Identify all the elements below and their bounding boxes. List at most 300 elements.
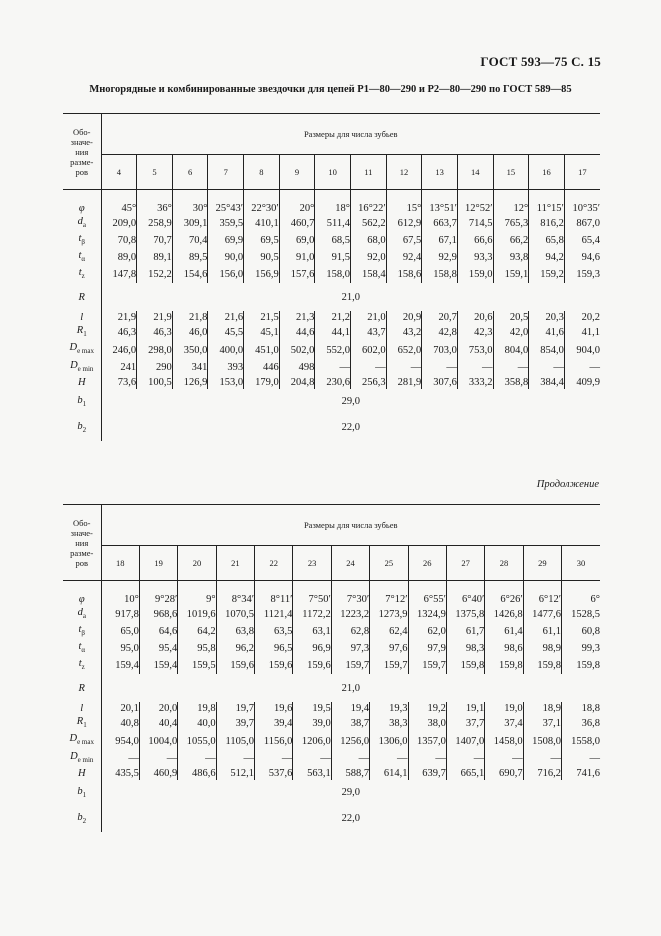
da-value: 1426,8 <box>485 606 523 623</box>
l-value: 19,6 <box>255 702 293 715</box>
h-value: 588,7 <box>331 767 369 780</box>
da-value: 714,5 <box>457 215 493 232</box>
ta-value: 94,6 <box>564 249 600 266</box>
teeth-count: 4 <box>101 155 137 190</box>
da-symbol: $d_a$ <box>63 606 101 623</box>
de-min-value: — <box>350 359 386 376</box>
tz-value: 154,6 <box>172 266 208 283</box>
teeth-count: 15 <box>493 155 529 190</box>
r1-value: 41,1 <box>564 324 600 341</box>
l-value: 19,5 <box>293 702 331 715</box>
da-value: 663,7 <box>422 215 458 232</box>
r1-value: 39,4 <box>255 715 293 732</box>
l-value: 20,1 <box>120 703 139 715</box>
h-value: 639,7 <box>408 767 446 780</box>
phi-value: 22°30′ <box>244 202 280 215</box>
de-min-value: 241 <box>120 361 137 373</box>
tb-value: 69,9 <box>208 232 244 249</box>
tz-value: 159,7 <box>331 657 369 674</box>
l-value: 20,3 <box>529 311 565 324</box>
teeth-count: 8 <box>244 155 280 190</box>
da-value: 1223,2 <box>331 606 369 623</box>
da-value: 562,2 <box>350 215 386 232</box>
col-label-line: ния <box>75 537 89 548</box>
r1-value: 44,1 <box>315 324 351 341</box>
de-max-value: 1306,0 <box>370 732 408 749</box>
r1-value: 45,1 <box>244 324 280 341</box>
de-min-value: — <box>255 750 293 767</box>
tb-value: 60,8 <box>562 623 601 640</box>
da-value: 460,7 <box>279 215 315 232</box>
continuation-label: Продолжение <box>536 479 599 490</box>
phi-value: 45° <box>121 203 137 214</box>
b2-symbol: $b_2$ <box>63 415 101 441</box>
de-min-value: 498 <box>279 359 315 376</box>
tb-value: 70,7 <box>137 232 173 249</box>
tz-symbol: $t_z$ <box>63 266 101 283</box>
tz-value: 159,7 <box>408 657 446 674</box>
da-value: 1070,5 <box>216 606 254 623</box>
de-max-value: 246,0 <box>112 344 137 356</box>
teeth-count: 12 <box>386 155 422 190</box>
l-value: 18,8 <box>562 702 601 715</box>
designation-header <box>63 505 101 581</box>
da-value: 867,0 <box>564 215 600 232</box>
da-value: 1172,2 <box>293 606 331 623</box>
da-value: 258,9 <box>137 215 173 232</box>
col-label-line: ров <box>75 166 88 177</box>
h-value: 230,6 <box>315 376 351 389</box>
de-min-value: 446 <box>244 359 280 376</box>
teeth-count: 10 <box>315 155 351 190</box>
table-title: Многорядные и комбинированные звездочки для цепей Р1—80—290 и Р2—80—290 по ГОСТ 589—85 <box>89 84 572 95</box>
r1-value: 40,8 <box>120 718 139 730</box>
teeth-count: 5 <box>137 155 173 190</box>
tz-value: 157,6 <box>279 266 315 283</box>
ta-value: 91,0 <box>279 249 315 266</box>
teeth-count: 28 <box>485 546 523 581</box>
r1-value: 42,3 <box>457 324 493 341</box>
ta-value: 98,9 <box>523 640 561 657</box>
r1-value: 39,7 <box>216 715 254 732</box>
h-value: 537,6 <box>255 767 293 780</box>
tz-value: 159,2 <box>529 266 565 283</box>
da-value: 209,0 <box>112 218 137 230</box>
tb-value: 67,5 <box>386 232 422 249</box>
h-value: 100,5 <box>137 376 173 389</box>
tb-value: 70,4 <box>172 232 208 249</box>
l-value: 19,3 <box>370 702 408 715</box>
de-min-value: — <box>422 359 458 376</box>
de-max-value: 1558,0 <box>562 732 601 749</box>
r1-value: 36,8 <box>562 715 601 732</box>
de-min-value: — <box>293 750 331 767</box>
phi-value: 10° <box>124 594 139 605</box>
teeth-group-header: Размеры для числа зубьев <box>303 520 398 530</box>
tz-value: 159,8 <box>485 657 523 674</box>
de-max-value: 400,0 <box>208 341 244 358</box>
teeth-group-header: Размеры для числа зубьев <box>303 129 398 139</box>
de-max-value: 1206,0 <box>293 732 331 749</box>
tb-value: 61,7 <box>446 623 484 640</box>
r1-value: 43,7 <box>350 324 386 341</box>
tb-value: 62,4 <box>370 623 408 640</box>
r1-value: 40,0 <box>178 715 216 732</box>
ta-symbol: $t_\alpha$ <box>63 249 101 266</box>
h-value: 126,9 <box>172 376 208 389</box>
de-max-value: 552,0 <box>315 341 351 358</box>
b2-value: 22,0 <box>341 422 360 434</box>
l-value: 19,1 <box>446 702 484 715</box>
teeth-count: 20 <box>178 546 216 581</box>
h-value: 73,6 <box>117 376 137 388</box>
tb-value: 64,2 <box>178 623 216 640</box>
phi-value: 8°34′ <box>216 593 254 606</box>
tz-value: 159,6 <box>216 657 254 674</box>
r1-value: 46,3 <box>117 327 137 339</box>
l-value: 21,0 <box>350 311 386 324</box>
col-label-line: значе- <box>70 527 93 538</box>
tz-value: 158,4 <box>350 266 386 283</box>
phi-value: 8°11′ <box>255 593 293 606</box>
tz-value: 158,6 <box>386 266 422 283</box>
ta-value: 89,1 <box>137 249 173 266</box>
tz-value: 158,8 <box>422 266 458 283</box>
r1-value: 37,1 <box>523 715 561 732</box>
teeth-count: 29 <box>523 546 561 581</box>
r1-value: 39,0 <box>293 715 331 732</box>
tb-value: 65,4 <box>564 232 600 249</box>
tb-value: 63,8 <box>216 623 254 640</box>
phi-value: 15° <box>386 202 422 215</box>
tz-value: 156,0 <box>208 266 244 283</box>
teeth-count: 21 <box>216 546 254 581</box>
b1-value: 29,0 <box>341 787 360 799</box>
de-min-value: — <box>457 359 493 376</box>
r1-value: 42,8 <box>422 324 458 341</box>
de-max-value: 753,0 <box>457 341 493 358</box>
teeth-count: 26 <box>408 546 446 581</box>
ta-value: 89,5 <box>172 249 208 266</box>
de-max-value: 350,0 <box>172 341 208 358</box>
h-value: 435,5 <box>115 767 139 779</box>
phi-value: 12° <box>493 202 529 215</box>
teeth-count: 23 <box>293 546 331 581</box>
h-value: 179,0 <box>244 376 280 389</box>
de-min-value: 341 <box>172 359 208 376</box>
tb-value: 69,0 <box>279 232 315 249</box>
r1-value: 37,7 <box>446 715 484 732</box>
teeth-count: 7 <box>208 155 244 190</box>
tz-value: 159,0 <box>457 266 493 283</box>
phi-value: 10°35′ <box>564 202 600 215</box>
de-max-value: 954,0 <box>115 735 139 747</box>
de-min-symbol: $D_{e min}$ <box>63 750 101 767</box>
l-value: 20,2 <box>564 311 600 324</box>
de-max-value: 1156,0 <box>255 732 293 749</box>
teeth-count: 22 <box>255 546 293 581</box>
da-value: 511,4 <box>315 215 351 232</box>
tb-value: 66,6 <box>457 232 493 249</box>
h-symbol: H <box>63 376 101 389</box>
phi-value: 7°30′ <box>331 593 369 606</box>
teeth-count: 24 <box>331 546 369 581</box>
de-max-value: 1055,0 <box>178 732 216 749</box>
h-value: 563,1 <box>293 767 331 780</box>
r1-value: 46,0 <box>172 324 208 341</box>
da-value: 917,8 <box>115 609 139 621</box>
tz-value: 159,4 <box>115 660 139 672</box>
l-value: 21,9 <box>117 312 137 324</box>
phi-value: 18° <box>315 202 351 215</box>
tb-value: 63,1 <box>293 623 331 640</box>
de-min-value: — <box>493 359 529 376</box>
phi-value: 6°12′ <box>523 593 561 606</box>
phi-value: 30° <box>172 202 208 215</box>
r1-symbol: $R_1$ <box>63 324 101 341</box>
l-value: 20,6 <box>457 311 493 324</box>
b1-value: 29,0 <box>341 396 360 408</box>
col-label-line: разме- <box>70 156 94 167</box>
de-min-value: — <box>315 359 351 376</box>
de-max-value: 652,0 <box>386 341 422 358</box>
col-label-line: ния <box>75 146 89 157</box>
da-value: 612,9 <box>386 215 422 232</box>
ta-value: 94,2 <box>529 249 565 266</box>
l-value: 19,7 <box>216 702 254 715</box>
phi-value: 6° <box>562 593 601 606</box>
tz-value: 159,6 <box>293 657 331 674</box>
da-value: 1019,6 <box>178 606 216 623</box>
b2-symbol: $b_2$ <box>63 806 101 832</box>
l-value: 19,2 <box>408 702 446 715</box>
da-value: 410,1 <box>244 215 280 232</box>
ta-value: 93,8 <box>493 249 529 266</box>
r1-value: 37,4 <box>485 715 523 732</box>
teeth-count: 13 <box>422 155 458 190</box>
tb-value: 61,4 <box>485 623 523 640</box>
tz-value: 159,7 <box>370 657 408 674</box>
r1-value: 45,5 <box>208 324 244 341</box>
col-label-line: ров <box>75 557 88 568</box>
teeth-count: 16 <box>529 155 565 190</box>
de-min-value: — <box>564 359 600 376</box>
ta-value: 95,8 <box>178 640 216 657</box>
tz-symbol: $t_z$ <box>63 657 101 674</box>
ta-value: 92,0 <box>350 249 386 266</box>
phi-value: 7°50′ <box>293 593 331 606</box>
phi-value: 6°26′ <box>485 593 523 606</box>
de-max-value: 1357,0 <box>408 732 446 749</box>
tb-value: 70,8 <box>117 235 137 247</box>
r-value: 21,0 <box>341 291 360 303</box>
teeth-count: 27 <box>446 546 484 581</box>
h-value: 281,9 <box>386 376 422 389</box>
l-value: 19,8 <box>178 702 216 715</box>
de-max-value: 1105,0 <box>216 732 254 749</box>
h-value: 256,3 <box>350 376 386 389</box>
l-value: 21,3 <box>279 311 315 324</box>
ta-value: 97,9 <box>408 640 446 657</box>
tz-value: 147,8 <box>112 269 137 281</box>
h-value: 307,6 <box>422 376 458 389</box>
phi-value: 20° <box>279 202 315 215</box>
tz-value: 159,4 <box>139 657 177 674</box>
tz-value: 159,8 <box>562 657 601 674</box>
de-min-value: — <box>386 359 422 376</box>
teeth-count: 18 <box>101 546 139 581</box>
ta-value: 96,9 <box>293 640 331 657</box>
h-symbol: H <box>63 767 101 780</box>
tb-symbol: $t_\beta$ <box>63 232 101 249</box>
da-value: 1121,4 <box>255 606 293 623</box>
l-value: 21,9 <box>137 311 173 324</box>
phi-value: 11°15′ <box>529 202 565 215</box>
designation-header <box>63 114 101 190</box>
da-value: 1273,9 <box>370 606 408 623</box>
h-value: 358,8 <box>493 376 529 389</box>
de-max-value: 854,0 <box>529 341 565 358</box>
teeth-count: 30 <box>562 546 601 581</box>
l-value: 19,0 <box>485 702 523 715</box>
l-value: 18,9 <box>523 702 561 715</box>
tb-value: 65,8 <box>529 232 565 249</box>
page-header: ГОСТ 593—75 С. 15 <box>480 54 601 69</box>
de-min-value: — <box>139 750 177 767</box>
ta-value: 95,4 <box>139 640 177 657</box>
ta-value: 92,9 <box>422 249 458 266</box>
tb-value: 68,5 <box>315 232 351 249</box>
tb-value: 66,2 <box>493 232 529 249</box>
h-value: 741,6 <box>562 767 601 780</box>
h-value: 665,1 <box>446 767 484 780</box>
phi-value: 9° <box>178 593 216 606</box>
de-max-value: 1256,0 <box>331 732 369 749</box>
tb-value: 64,6 <box>139 623 177 640</box>
ta-value: 99,3 <box>562 640 601 657</box>
tz-value: 159,1 <box>493 266 529 283</box>
l-value: 20,5 <box>493 311 529 324</box>
col-label-line: разме- <box>70 547 94 558</box>
col-label-line: Обо- <box>72 126 91 137</box>
teeth-count: 11 <box>350 155 386 190</box>
teeth-count: 19 <box>139 546 177 581</box>
r-symbol: R <box>63 674 101 702</box>
da-value: 1528,5 <box>562 606 601 623</box>
de-min-value: — <box>216 750 254 767</box>
tb-value: 61,1 <box>523 623 561 640</box>
ta-value: 90,5 <box>244 249 280 266</box>
l-value: 21,2 <box>315 311 351 324</box>
b1-symbol: $b_1$ <box>63 780 101 806</box>
da-value: 359,5 <box>208 215 244 232</box>
teeth-count: 9 <box>279 155 315 190</box>
l-value: 21,8 <box>172 311 208 324</box>
r1-symbol: $R_1$ <box>63 715 101 732</box>
h-value: 204,8 <box>279 376 315 389</box>
tb-symbol: $t_\beta$ <box>63 623 101 640</box>
de-max-value: 703,0 <box>422 341 458 358</box>
de-min-value: 290 <box>137 359 173 376</box>
de-min-value: — <box>523 750 561 767</box>
l-value: 21,6 <box>208 311 244 324</box>
de-max-value: 502,0 <box>279 341 315 358</box>
de-min-value: — <box>485 750 523 767</box>
col-label-line: Обо- <box>72 517 91 528</box>
phi-value: 6°55′ <box>408 593 446 606</box>
de-min-value: — <box>331 750 369 767</box>
de-max-value: 804,0 <box>493 341 529 358</box>
de-max-value: 1004,0 <box>139 732 177 749</box>
tb-value: 63,5 <box>255 623 293 640</box>
l-value: 19,4 <box>331 702 369 715</box>
de-max-value: 298,0 <box>137 341 173 358</box>
h-value: 153,0 <box>208 376 244 389</box>
de-min-value: — <box>370 750 408 767</box>
r1-value: 44,6 <box>279 324 315 341</box>
ta-value: 92,4 <box>386 249 422 266</box>
tb-value: 62,0 <box>408 623 446 640</box>
h-value: 614,1 <box>370 767 408 780</box>
de-max-symbol: $D_{e max}$ <box>63 732 101 749</box>
tb-value: 69,5 <box>244 232 280 249</box>
tb-value: 67,1 <box>422 232 458 249</box>
phi-value: 9°28′ <box>139 593 177 606</box>
ta-value: 98,3 <box>446 640 484 657</box>
de-min-value: — <box>446 750 484 767</box>
da-value: 765,3 <box>493 215 529 232</box>
ta-value: 91,5 <box>315 249 351 266</box>
sprocket-table-1 <box>63 113 600 441</box>
tb-value: 65,0 <box>120 626 139 638</box>
ta-value: 89,0 <box>117 252 137 264</box>
phi-value: 36° <box>137 202 173 215</box>
ta-value: 90,0 <box>208 249 244 266</box>
l-symbol: l <box>63 311 101 324</box>
ta-value: 93,3 <box>457 249 493 266</box>
h-value: 512,1 <box>216 767 254 780</box>
tz-value: 159,8 <box>523 657 561 674</box>
phi-value: 12°52′ <box>457 202 493 215</box>
tz-value: 156,9 <box>244 266 280 283</box>
de-max-value: 451,0 <box>244 341 280 358</box>
de-min-symbol: $D_{e min}$ <box>63 359 101 376</box>
tz-value: 158,0 <box>315 266 351 283</box>
tz-value: 159,3 <box>564 266 600 283</box>
teeth-count: 17 <box>564 155 600 190</box>
ta-value: 96,5 <box>255 640 293 657</box>
tz-value: 159,6 <box>255 657 293 674</box>
phi-value: 6°40′ <box>446 593 484 606</box>
r1-value: 42,0 <box>493 324 529 341</box>
phi-value: 7°12′ <box>370 593 408 606</box>
da-value: 1477,6 <box>523 606 561 623</box>
phi-value: 25°43′ <box>208 202 244 215</box>
de-max-value: 904,0 <box>564 341 600 358</box>
tz-value: 152,2 <box>137 266 173 283</box>
tb-value: 68,0 <box>350 232 386 249</box>
da-value: 309,1 <box>172 215 208 232</box>
h-value: 690,7 <box>485 767 523 780</box>
b2-value: 22,0 <box>341 813 360 825</box>
tz-value: 159,5 <box>178 657 216 674</box>
h-value: 409,9 <box>564 376 600 389</box>
h-value: 460,9 <box>139 767 177 780</box>
de-max-symbol: $D_{e max}$ <box>63 341 101 358</box>
h-value: 333,2 <box>457 376 493 389</box>
r1-value: 38,0 <box>408 715 446 732</box>
tz-value: 159,8 <box>446 657 484 674</box>
